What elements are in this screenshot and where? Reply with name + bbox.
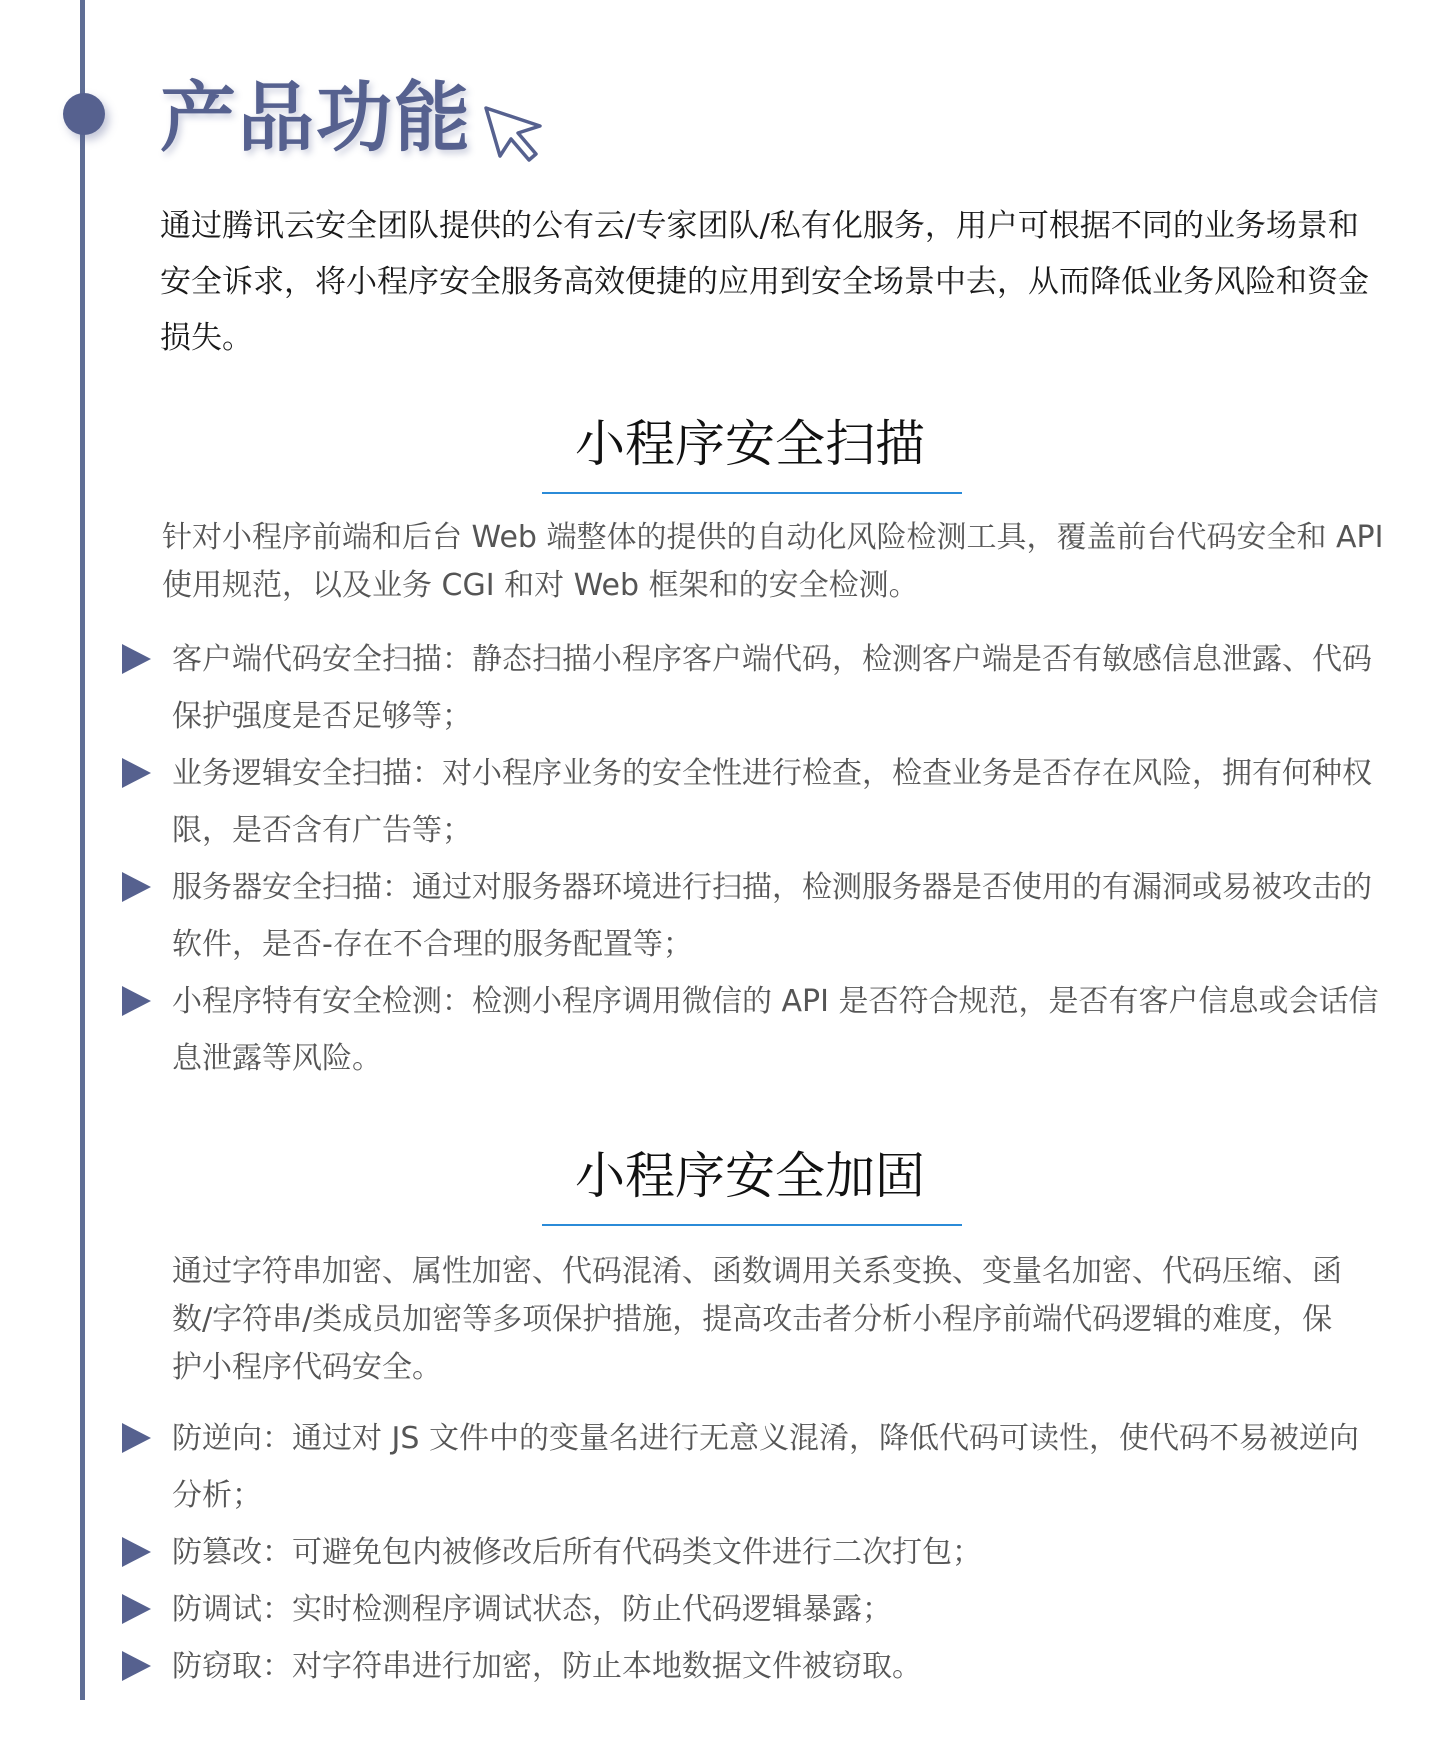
- feature-list-harden: [118, 1410, 1388, 1695]
- section-title-harden: 小程序安全加固: [575, 1147, 925, 1205]
- intro-paragraph: 通过腾讯云安全团队提供的公有云/专家团队/私有化服务，用户可根据不同的业务场景和安全诉求，将小程序安全服务高效便捷的应用到安全场景中去，从而降低业务风险和资金损失。: [160, 208, 1369, 356]
- list-item-text: 服务器安全扫描：通过对服务器环境进行扫描，检测服务器是否使用的有漏洞或易被攻击的软件，是否-存在不合理的服务配置等；: [172, 870, 1372, 962]
- triangle-bullet-icon: [122, 1537, 151, 1567]
- list-item: [118, 631, 1388, 745]
- page-title: 产品功能: [160, 73, 472, 162]
- list-item: [118, 745, 1388, 859]
- triangle-bullet-icon: [122, 644, 151, 674]
- feature-list-scan: [118, 631, 1388, 1087]
- list-item-text: 客户端代码安全扫描：静态扫描小程序客户端代码，检测客户端是否有敏感信息泄露、代码保护强度是否足够等；: [172, 642, 1372, 734]
- triangle-bullet-icon: [122, 758, 151, 788]
- triangle-bullet-icon: [122, 1423, 151, 1453]
- list-item-text: 防篡改：可避免包内被修改后所有代码类文件进行二次打包；: [172, 1535, 982, 1570]
- timeline-dot: [63, 93, 105, 135]
- section-divider: [542, 492, 962, 494]
- list-item-text: 防逆向：通过对 JS 文件中的变量名进行无意义混淆，降低代码可读性，使代码不易被逆向分析；: [172, 1421, 1359, 1513]
- list-item-text: 防窃取：对字符串进行加密，防止本地数据文件被窃取。: [172, 1649, 922, 1684]
- list-item-text: 小程序特有安全检测：检测小程序调用微信的 API 是否符合规范，是否有客户信息或会话信息泄露等风险。: [172, 984, 1379, 1076]
- timeline-line: [80, 0, 85, 1700]
- triangle-bullet-icon: [122, 872, 151, 902]
- cursor-arrow-icon: [480, 102, 546, 164]
- section-description-scan: 针对小程序前端和后台 Web 端整体的提供的自动化风险检测工具，覆盖前台代码安全和 API 使用规范，以及业务 CGI 和对 Web 框架和的安全检测。: [162, 520, 1384, 603]
- triangle-bullet-icon: [122, 1651, 151, 1681]
- triangle-bullet-icon: [122, 1594, 151, 1624]
- list-item: [118, 973, 1388, 1087]
- section-title-scan: 小程序安全扫描: [575, 415, 925, 473]
- list-item-text: 业务逻辑安全扫描：对小程序业务的安全性进行检查，检查业务是否存在风险，拥有何种权限，是否含有广告等；: [172, 756, 1372, 848]
- section-divider: [542, 1224, 962, 1226]
- list-item: [118, 1581, 1388, 1638]
- list-item: [118, 1410, 1388, 1524]
- list-item: [118, 859, 1388, 973]
- triangle-bullet-icon: [122, 986, 151, 1016]
- section-description-harden: 通过字符串加密、属性加密、代码混淆、函数调用关系变换、变量名加密、代码压缩、函数/字符串/类成员加密等多项保护措施，提高攻击者分析小程序前端代码逻辑的难度，保护小程序代码安全。: [172, 1254, 1342, 1385]
- list-item: [118, 1638, 1388, 1695]
- list-item-text: 防调试：实时检测程序调试状态，防止代码逻辑暴露；: [172, 1592, 892, 1627]
- list-item: [118, 1524, 1388, 1581]
